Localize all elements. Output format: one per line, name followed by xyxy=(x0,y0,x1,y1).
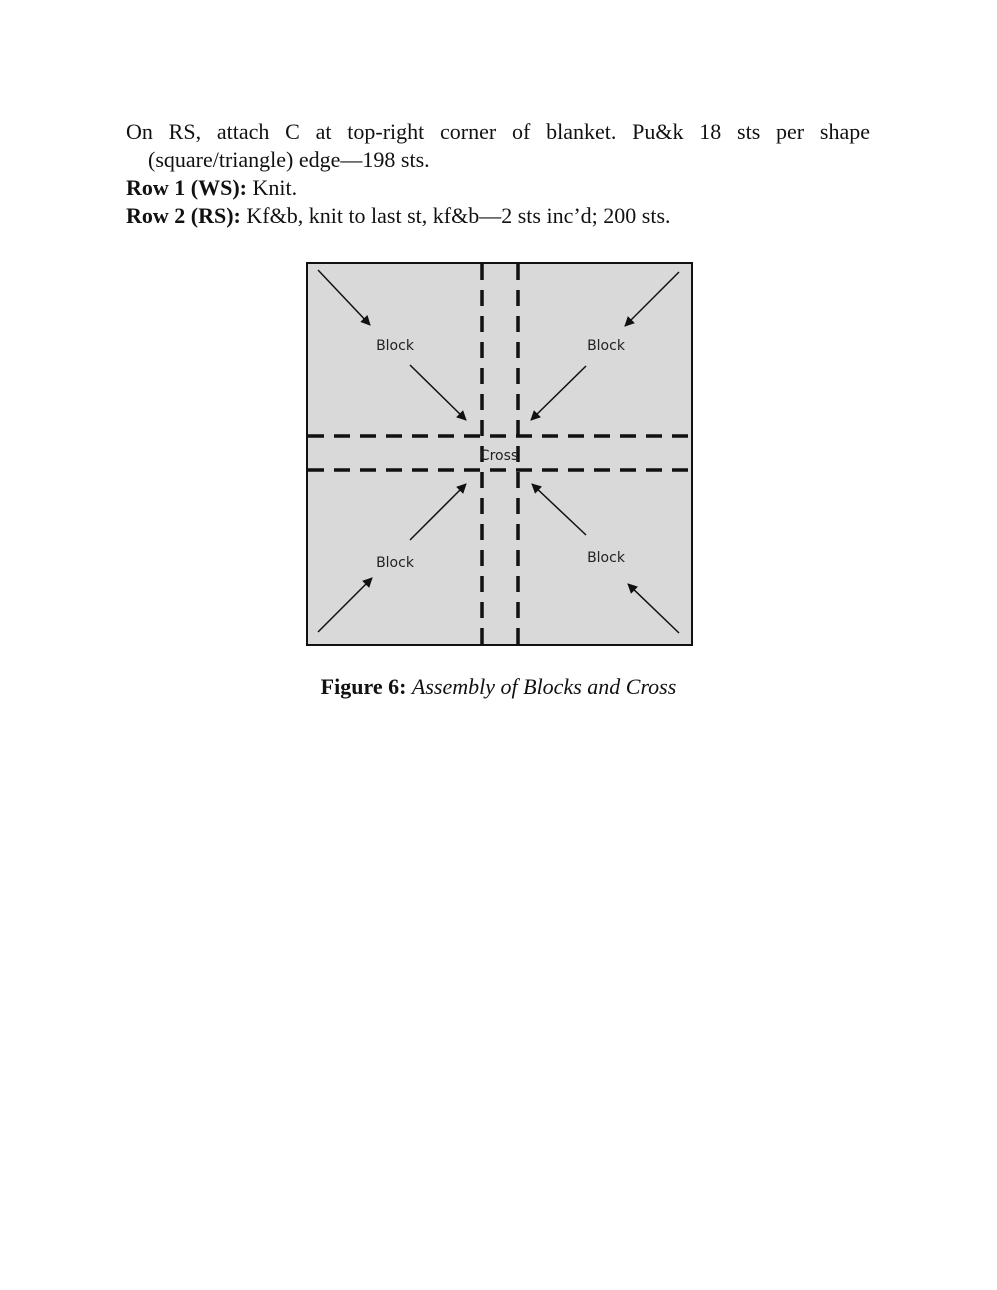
row-2-label: Row 2 (RS): xyxy=(126,203,241,228)
block-label-bottom-right: Block xyxy=(587,550,625,566)
row-2-text: Kf&b, knit to last st, kf&b—2 sts inc’d; 200 sts. xyxy=(240,203,671,228)
intro-paragraph xyxy=(126,118,870,174)
figure-caption xyxy=(0,673,997,701)
caption-label: Figure 6: xyxy=(320,674,407,699)
caption-title: Assembly of Blocks and Cross xyxy=(411,674,677,699)
block-label-top-right: Block xyxy=(587,338,625,354)
row-1-instruction xyxy=(126,174,297,202)
row-2-instruction xyxy=(126,202,671,230)
row-1-label: Row 1 (WS): xyxy=(126,175,247,200)
block-label-bottom-left: Block xyxy=(376,555,414,571)
assembly-diagram xyxy=(306,262,693,646)
row-1-text: Knit. xyxy=(247,175,298,200)
intro-line-2: (square/triangle) edge—198 sts. xyxy=(148,147,430,172)
cross-label: Cross xyxy=(479,448,519,464)
intro-line-1: On RS, attach C at top-right corner of blanket. Pu&k 18 sts per shape xyxy=(126,119,870,144)
block-label-top-left: Block xyxy=(376,338,414,354)
